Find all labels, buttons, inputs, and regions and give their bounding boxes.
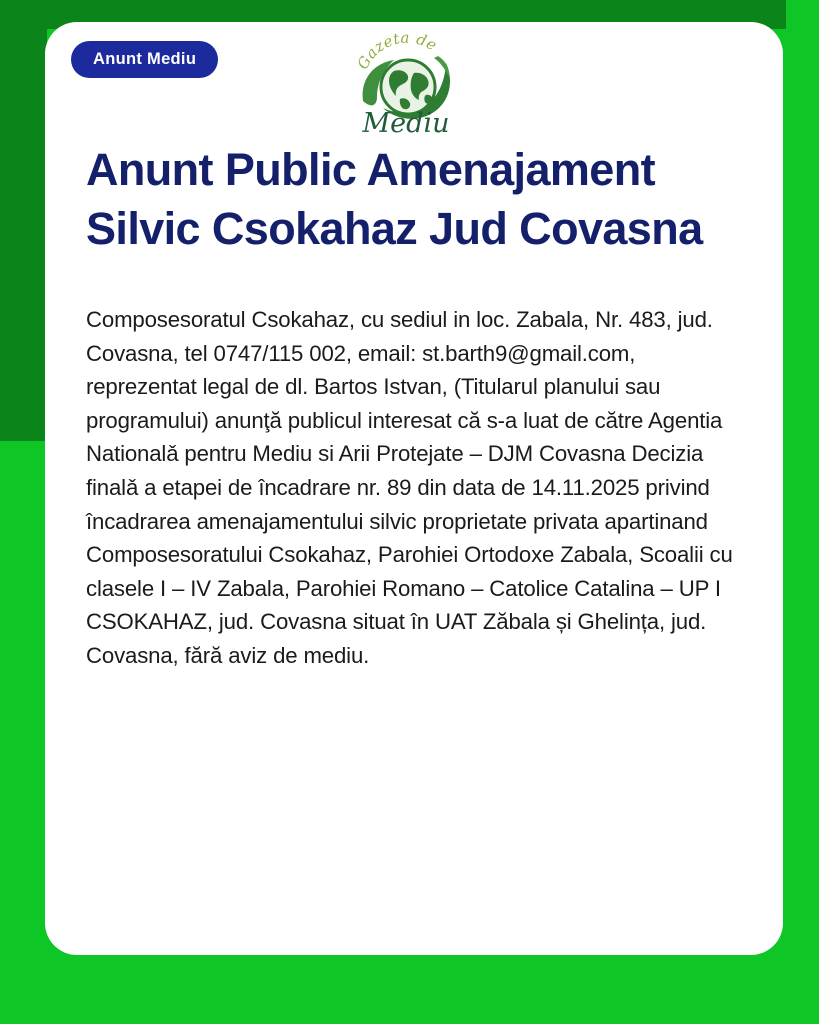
gazeta-de-mediu-logo: [350, 25, 462, 140]
announcement-body: Composesoratul Csokahaz, cu sediul in loc. Zabala, Nr. 483, jud. Covasna, tel 0747/115 002, email: st.barth9@gmail.com, reprezentat legal de dl. Bartos Istvan, (Titularul planului sau programului) anunţă publicul interesat că s-a luat de către Agentia Nationalǎ pentru Mediu si Arii Protejate – DJM Covasna Decizia finalǎ a etapei de încadrare nr. 89 din data de 14.11.2025 privind încadrarea amenajamentului silvic proprietate privata apartinand Composesoratului Csokahaz, Parohiei Ortodoxe Zabala, Scoalii cu clasele I – IV Zabala, Parohiei Romano – Catolice Catalina – UP I CSOKAHAZ, jud. Covasna situat în UAT Zăbala și Ghelința, jud. Covasna, fără aviz de mediu.: [86, 307, 739, 668]
svg-text:Gazeta de: Gazeta de: [353, 28, 441, 73]
page-title-line-2: Silvic Csokahaz Jud Covasna: [86, 203, 703, 254]
page-title-line-1: Anunt Public Amenajament: [86, 144, 655, 195]
announcement-card: [45, 22, 783, 955]
card-header: [45, 22, 783, 140]
page-title: [45, 140, 783, 258]
category-badge[interactable]: Anunt Mediu: [71, 41, 218, 78]
svg-text:Mediu: Mediu: [362, 108, 450, 139]
background-left-accent-band: [0, 0, 47, 441]
